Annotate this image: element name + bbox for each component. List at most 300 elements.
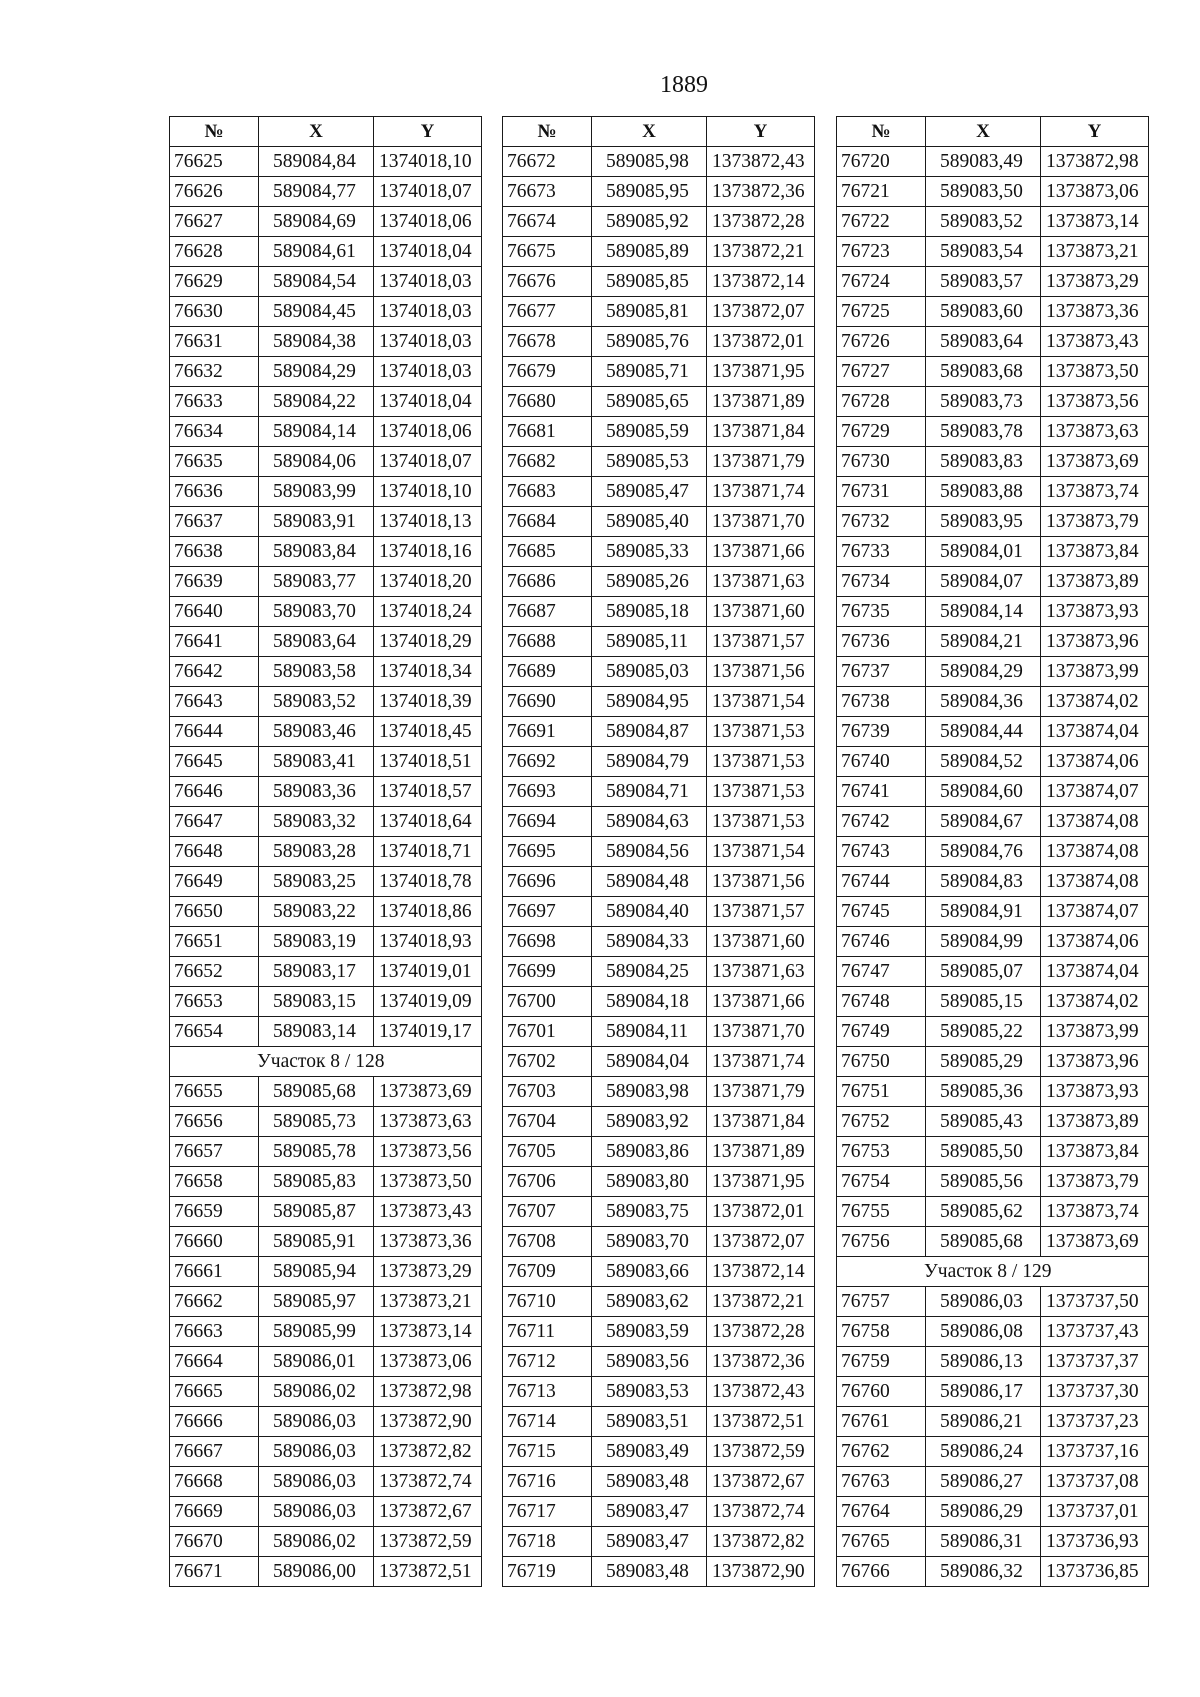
- y-coordinate-cell: 1373871,57: [707, 627, 815, 657]
- x-coordinate-cell: 589086,00: [259, 1557, 374, 1587]
- x-coordinate-cell: 589083,49: [592, 1437, 707, 1467]
- x-coordinate-cell: 589086,21: [926, 1407, 1041, 1437]
- table-row: [503, 957, 815, 987]
- y-coordinate-cell: 1373873,63: [374, 1107, 482, 1137]
- point-number-cell: 76625: [170, 147, 259, 177]
- point-number-cell: 76638: [170, 537, 259, 567]
- table-row: [170, 597, 482, 627]
- y-coordinate-cell: 1373737,16: [1041, 1437, 1149, 1467]
- y-coordinate-cell: 1373873,69: [1041, 447, 1149, 477]
- x-coordinate-cell: 589085,53: [592, 447, 707, 477]
- point-number-cell: 76676: [503, 267, 592, 297]
- table-row: [170, 657, 482, 687]
- table-row: [503, 1407, 815, 1437]
- table-row: [503, 1047, 815, 1077]
- y-coordinate-cell: 1373872,98: [1041, 147, 1149, 177]
- point-number-cell: 76729: [837, 417, 926, 447]
- table-row: [170, 897, 482, 927]
- x-coordinate-cell: 589085,95: [592, 177, 707, 207]
- table-row: [837, 297, 1149, 327]
- y-coordinate-cell: 1374018,24: [374, 597, 482, 627]
- x-coordinate-cell: 589084,60: [926, 777, 1041, 807]
- point-number-cell: 76662: [170, 1287, 259, 1317]
- y-coordinate-cell: 1373737,23: [1041, 1407, 1149, 1437]
- point-number-cell: 76695: [503, 837, 592, 867]
- point-number-cell: 76653: [170, 987, 259, 1017]
- x-coordinate-cell: 589083,49: [926, 147, 1041, 177]
- x-coordinate-cell: 589085,92: [592, 207, 707, 237]
- point-number-cell: 76721: [837, 177, 926, 207]
- table-row: [503, 687, 815, 717]
- table-row: [503, 627, 815, 657]
- table-row: [837, 1527, 1149, 1557]
- y-coordinate-cell: 1373873,50: [374, 1167, 482, 1197]
- y-coordinate-cell: 1374018,07: [374, 177, 482, 207]
- y-coordinate-cell: 1374019,01: [374, 957, 482, 987]
- y-coordinate-cell: 1373872,28: [707, 1317, 815, 1347]
- x-coordinate-cell: 589085,99: [259, 1317, 374, 1347]
- table-row: [503, 807, 815, 837]
- table-row: [170, 1287, 482, 1317]
- x-coordinate-cell: 589085,78: [259, 1137, 374, 1167]
- y-coordinate-cell: 1374018,10: [374, 477, 482, 507]
- x-coordinate-cell: 589084,14: [926, 597, 1041, 627]
- point-number-cell: 76675: [503, 237, 592, 267]
- table-row: [170, 1527, 482, 1557]
- point-number-cell: 76685: [503, 537, 592, 567]
- y-coordinate-cell: 1373871,79: [707, 447, 815, 477]
- y-coordinate-cell: 1373871,54: [707, 837, 815, 867]
- x-coordinate-cell: 589083,68: [926, 357, 1041, 387]
- x-coordinate-cell: 589084,99: [926, 927, 1041, 957]
- point-number-cell: 76666: [170, 1407, 259, 1437]
- table-row: [503, 597, 815, 627]
- x-coordinate-cell: 589084,06: [259, 447, 374, 477]
- point-number-cell: 76682: [503, 447, 592, 477]
- x-coordinate-cell: 589085,76: [592, 327, 707, 357]
- table-row: [837, 537, 1149, 567]
- y-coordinate-cell: 1373873,74: [1041, 477, 1149, 507]
- x-coordinate-cell: 589084,48: [592, 867, 707, 897]
- x-coordinate-cell: 589085,33: [592, 537, 707, 567]
- x-coordinate-cell: 589085,22: [926, 1017, 1041, 1047]
- y-coordinate-cell: 1373873,29: [374, 1257, 482, 1287]
- table-row: [837, 1167, 1149, 1197]
- table-row: [837, 807, 1149, 837]
- point-number-cell: 76751: [837, 1077, 926, 1107]
- point-number-cell: 76651: [170, 927, 259, 957]
- table-row: [170, 837, 482, 867]
- table-row: [170, 627, 482, 657]
- x-coordinate-cell: 589084,63: [592, 807, 707, 837]
- x-coordinate-cell: 589086,29: [926, 1497, 1041, 1527]
- table-row: [837, 1557, 1149, 1587]
- point-number-cell: 76660: [170, 1227, 259, 1257]
- table-row: [837, 837, 1149, 867]
- point-number-cell: 76652: [170, 957, 259, 987]
- table-row: [170, 747, 482, 777]
- table-row: [170, 807, 482, 837]
- table-row: [837, 657, 1149, 687]
- x-coordinate-cell: 589083,99: [259, 477, 374, 507]
- table-row: [170, 537, 482, 567]
- point-number-cell: 76641: [170, 627, 259, 657]
- y-coordinate-cell: 1373873,89: [1041, 567, 1149, 597]
- y-coordinate-cell: 1374018,03: [374, 327, 482, 357]
- coordinates-table-3: [836, 116, 1149, 1587]
- table-row: [837, 1197, 1149, 1227]
- x-coordinate-cell: 589086,27: [926, 1467, 1041, 1497]
- x-coordinate-cell: 589084,84: [259, 147, 374, 177]
- table-row: [503, 1197, 815, 1227]
- x-coordinate-cell: 589084,04: [592, 1047, 707, 1077]
- header-number: №: [503, 117, 592, 147]
- x-coordinate-cell: 589084,91: [926, 897, 1041, 927]
- x-coordinate-cell: 589086,32: [926, 1557, 1041, 1587]
- header-number: №: [170, 117, 259, 147]
- y-coordinate-cell: 1373874,07: [1041, 897, 1149, 927]
- table-row: [170, 1167, 482, 1197]
- point-number-cell: 76650: [170, 897, 259, 927]
- point-number-cell: 76670: [170, 1527, 259, 1557]
- header-x: X: [592, 117, 707, 147]
- x-coordinate-cell: 589083,70: [259, 597, 374, 627]
- table-row: [837, 1287, 1149, 1317]
- x-coordinate-cell: 589084,95: [592, 687, 707, 717]
- table-row: [503, 837, 815, 867]
- table-row: [170, 1437, 482, 1467]
- point-number-cell: 76697: [503, 897, 592, 927]
- x-coordinate-cell: 589085,11: [592, 627, 707, 657]
- y-coordinate-cell: 1373874,08: [1041, 837, 1149, 867]
- y-coordinate-cell: 1373737,08: [1041, 1467, 1149, 1497]
- y-coordinate-cell: 1373873,79: [1041, 1167, 1149, 1197]
- x-coordinate-cell: 589086,02: [259, 1527, 374, 1557]
- point-number-cell: 76664: [170, 1347, 259, 1377]
- y-coordinate-cell: 1373872,67: [707, 1467, 815, 1497]
- point-number-cell: 76726: [837, 327, 926, 357]
- table-row: [170, 177, 482, 207]
- x-coordinate-cell: 589086,03: [926, 1287, 1041, 1317]
- table-row: [503, 777, 815, 807]
- x-coordinate-cell: 589084,54: [259, 267, 374, 297]
- table-row: [170, 567, 482, 597]
- x-coordinate-cell: 589083,41: [259, 747, 374, 777]
- x-coordinate-cell: 589083,47: [592, 1527, 707, 1557]
- point-number-cell: 76752: [837, 1107, 926, 1137]
- x-coordinate-cell: 589084,45: [259, 297, 374, 327]
- y-coordinate-cell: 1373871,70: [707, 1017, 815, 1047]
- y-coordinate-cell: 1374018,03: [374, 297, 482, 327]
- table-row: [170, 1377, 482, 1407]
- y-coordinate-cell: 1373873,21: [1041, 237, 1149, 267]
- point-number-cell: 76747: [837, 957, 926, 987]
- x-coordinate-cell: 589084,40: [592, 897, 707, 927]
- point-number-cell: 76724: [837, 267, 926, 297]
- x-coordinate-cell: 589083,50: [926, 177, 1041, 207]
- table-row: [170, 267, 482, 297]
- y-coordinate-cell: 1373736,93: [1041, 1527, 1149, 1557]
- table-row: [170, 147, 482, 177]
- point-number-cell: 76635: [170, 447, 259, 477]
- x-coordinate-cell: 589084,29: [259, 357, 374, 387]
- x-coordinate-cell: 589085,73: [259, 1107, 374, 1137]
- point-number-cell: 76743: [837, 837, 926, 867]
- x-coordinate-cell: 589083,64: [926, 327, 1041, 357]
- y-coordinate-cell: 1373874,08: [1041, 867, 1149, 897]
- point-number-cell: 76727: [837, 357, 926, 387]
- coordinates-table-2: [502, 116, 815, 1587]
- y-coordinate-cell: 1374018,51: [374, 747, 482, 777]
- y-coordinate-cell: 1373872,21: [707, 1287, 815, 1317]
- table-row: [170, 777, 482, 807]
- table-row: [837, 177, 1149, 207]
- point-number-cell: 76731: [837, 477, 926, 507]
- x-coordinate-cell: 589085,65: [592, 387, 707, 417]
- x-coordinate-cell: 589085,29: [926, 1047, 1041, 1077]
- table-row: [170, 1107, 482, 1137]
- x-coordinate-cell: 589086,03: [259, 1437, 374, 1467]
- point-number-cell: 76634: [170, 417, 259, 447]
- point-number-cell: 76722: [837, 207, 926, 237]
- point-number-cell: 76746: [837, 927, 926, 957]
- x-coordinate-cell: 589084,18: [592, 987, 707, 1017]
- header-y: Y: [707, 117, 815, 147]
- x-coordinate-cell: 589083,78: [926, 417, 1041, 447]
- header-x: X: [926, 117, 1041, 147]
- point-number-cell: 76693: [503, 777, 592, 807]
- table-row: [837, 327, 1149, 357]
- x-coordinate-cell: 589086,31: [926, 1527, 1041, 1557]
- table-row: [837, 1437, 1149, 1467]
- y-coordinate-cell: 1374018,39: [374, 687, 482, 717]
- y-coordinate-cell: 1373873,69: [374, 1077, 482, 1107]
- point-number-cell: 76680: [503, 387, 592, 417]
- point-number-cell: 76737: [837, 657, 926, 687]
- header-y: Y: [374, 117, 482, 147]
- point-number-cell: 76671: [170, 1557, 259, 1587]
- table-row: [503, 297, 815, 327]
- x-coordinate-cell: 589084,07: [926, 567, 1041, 597]
- y-coordinate-cell: 1373873,14: [374, 1317, 482, 1347]
- y-coordinate-cell: 1374018,86: [374, 897, 482, 927]
- point-number-cell: 76754: [837, 1167, 926, 1197]
- table-row: [503, 1377, 815, 1407]
- x-coordinate-cell: 589085,71: [592, 357, 707, 387]
- table-row: [503, 1287, 815, 1317]
- table-body: [837, 147, 1149, 1587]
- table-row: [170, 357, 482, 387]
- x-coordinate-cell: 589084,22: [259, 387, 374, 417]
- table-row: [503, 327, 815, 357]
- x-coordinate-cell: 589084,56: [592, 837, 707, 867]
- point-number-cell: 76668: [170, 1467, 259, 1497]
- point-number-cell: 76735: [837, 597, 926, 627]
- point-number-cell: 76654: [170, 1017, 259, 1047]
- x-coordinate-cell: 589083,86: [592, 1137, 707, 1167]
- point-number-cell: 76692: [503, 747, 592, 777]
- point-number-cell: 76711: [503, 1317, 592, 1347]
- point-number-cell: 76667: [170, 1437, 259, 1467]
- table-row: [170, 477, 482, 507]
- x-coordinate-cell: 589086,13: [926, 1347, 1041, 1377]
- table-row: [503, 237, 815, 267]
- point-number-cell: 76694: [503, 807, 592, 837]
- point-number-cell: 76732: [837, 507, 926, 537]
- x-coordinate-cell: 589086,02: [259, 1377, 374, 1407]
- x-coordinate-cell: 589085,97: [259, 1287, 374, 1317]
- table-row: [837, 1047, 1149, 1077]
- table-row: [837, 207, 1149, 237]
- point-number-cell: 76766: [837, 1557, 926, 1587]
- table-row: [170, 1197, 482, 1227]
- y-coordinate-cell: 1373872,01: [707, 327, 815, 357]
- point-number-cell: 76741: [837, 777, 926, 807]
- point-number-cell: 76645: [170, 747, 259, 777]
- table-row: [503, 717, 815, 747]
- x-coordinate-cell: 589083,73: [926, 387, 1041, 417]
- table-row: [503, 897, 815, 927]
- y-coordinate-cell: 1373872,51: [707, 1407, 815, 1437]
- table-row: [837, 387, 1149, 417]
- y-coordinate-cell: 1373872,01: [707, 1197, 815, 1227]
- x-coordinate-cell: 589086,01: [259, 1347, 374, 1377]
- y-coordinate-cell: 1373874,07: [1041, 777, 1149, 807]
- table-row: [503, 1227, 815, 1257]
- x-coordinate-cell: 589083,15: [259, 987, 374, 1017]
- table-row: [837, 1107, 1149, 1137]
- point-number-cell: 76699: [503, 957, 592, 987]
- table-row: [170, 717, 482, 747]
- x-coordinate-cell: 589084,29: [926, 657, 1041, 687]
- y-coordinate-cell: 1373873,79: [1041, 507, 1149, 537]
- point-number-cell: 76763: [837, 1467, 926, 1497]
- x-coordinate-cell: 589085,59: [592, 417, 707, 447]
- y-coordinate-cell: 1374018,07: [374, 447, 482, 477]
- x-coordinate-cell: 589083,57: [926, 267, 1041, 297]
- point-number-cell: 76734: [837, 567, 926, 597]
- point-number-cell: 76755: [837, 1197, 926, 1227]
- x-coordinate-cell: 589083,59: [592, 1317, 707, 1347]
- y-coordinate-cell: 1373872,74: [374, 1467, 482, 1497]
- x-coordinate-cell: 589085,03: [592, 657, 707, 687]
- y-coordinate-cell: 1374018,34: [374, 657, 482, 687]
- x-coordinate-cell: 589083,52: [926, 207, 1041, 237]
- point-number-cell: 76698: [503, 927, 592, 957]
- y-coordinate-cell: 1373872,90: [374, 1407, 482, 1437]
- point-number-cell: 76661: [170, 1257, 259, 1287]
- table-row: [837, 777, 1149, 807]
- point-number-cell: 76649: [170, 867, 259, 897]
- x-coordinate-cell: 589086,03: [259, 1407, 374, 1437]
- x-coordinate-cell: 589083,53: [592, 1377, 707, 1407]
- point-number-cell: 76686: [503, 567, 592, 597]
- y-coordinate-cell: 1374019,09: [374, 987, 482, 1017]
- x-coordinate-cell: 589085,15: [926, 987, 1041, 1017]
- table-row: [503, 927, 815, 957]
- table-header: [503, 117, 815, 147]
- point-number-cell: 76658: [170, 1167, 259, 1197]
- y-coordinate-cell: 1373871,53: [707, 777, 815, 807]
- table-row: [503, 207, 815, 237]
- point-number-cell: 76728: [837, 387, 926, 417]
- y-coordinate-cell: 1373873,99: [1041, 1017, 1149, 1047]
- y-coordinate-cell: 1373872,74: [707, 1497, 815, 1527]
- x-coordinate-cell: 589083,83: [926, 447, 1041, 477]
- table-row: [503, 477, 815, 507]
- y-coordinate-cell: 1373873,93: [1041, 597, 1149, 627]
- table-row: [170, 927, 482, 957]
- point-number-cell: 76643: [170, 687, 259, 717]
- point-number-cell: 76669: [170, 1497, 259, 1527]
- y-coordinate-cell: 1373872,36: [707, 177, 815, 207]
- y-coordinate-cell: 1373873,06: [1041, 177, 1149, 207]
- point-number-cell: 76740: [837, 747, 926, 777]
- y-coordinate-cell: 1373871,60: [707, 927, 815, 957]
- y-coordinate-cell: 1373872,51: [374, 1557, 482, 1587]
- section-row: [170, 1047, 482, 1077]
- y-coordinate-cell: 1373872,07: [707, 297, 815, 327]
- point-number-cell: 76633: [170, 387, 259, 417]
- y-coordinate-cell: 1373737,43: [1041, 1317, 1149, 1347]
- y-coordinate-cell: 1373737,30: [1041, 1377, 1149, 1407]
- point-number-cell: 76744: [837, 867, 926, 897]
- point-number-cell: 76712: [503, 1347, 592, 1377]
- x-coordinate-cell: 589083,25: [259, 867, 374, 897]
- point-number-cell: 76626: [170, 177, 259, 207]
- y-coordinate-cell: 1373871,53: [707, 747, 815, 777]
- point-number-cell: 76678: [503, 327, 592, 357]
- table-row: [503, 1167, 815, 1197]
- point-number-cell: 76703: [503, 1077, 592, 1107]
- table-row: [503, 537, 815, 567]
- y-coordinate-cell: 1374018,13: [374, 507, 482, 537]
- x-coordinate-cell: 589084,83: [926, 867, 1041, 897]
- table-row: [837, 237, 1149, 267]
- table-row: [837, 417, 1149, 447]
- table-row: [170, 1227, 482, 1257]
- table-row: [837, 1017, 1149, 1047]
- table-row: [503, 1257, 815, 1287]
- table-row: [503, 657, 815, 687]
- point-number-cell: 76656: [170, 1107, 259, 1137]
- y-coordinate-cell: 1373873,89: [1041, 1107, 1149, 1137]
- table-row: [837, 1347, 1149, 1377]
- table-row: [837, 1497, 1149, 1527]
- x-coordinate-cell: 589083,62: [592, 1287, 707, 1317]
- table-row: [503, 147, 815, 177]
- table-row: [170, 1017, 482, 1047]
- y-coordinate-cell: 1373737,50: [1041, 1287, 1149, 1317]
- y-coordinate-cell: 1374018,06: [374, 417, 482, 447]
- table-body: [170, 147, 482, 1587]
- table-row: [837, 627, 1149, 657]
- y-coordinate-cell: 1373872,07: [707, 1227, 815, 1257]
- y-coordinate-cell: 1373872,67: [374, 1497, 482, 1527]
- table-row: [503, 1347, 815, 1377]
- point-number-cell: 76702: [503, 1047, 592, 1077]
- x-coordinate-cell: 589084,14: [259, 417, 374, 447]
- y-coordinate-cell: 1373871,79: [707, 1077, 815, 1107]
- section-label: Участок 8 / 129: [837, 1257, 1149, 1287]
- y-coordinate-cell: 1373871,53: [707, 717, 815, 747]
- x-coordinate-cell: 589085,26: [592, 567, 707, 597]
- point-number-cell: 76679: [503, 357, 592, 387]
- point-number-cell: 76627: [170, 207, 259, 237]
- table-row: [503, 387, 815, 417]
- table-row: [837, 1227, 1149, 1257]
- table-row: [170, 987, 482, 1017]
